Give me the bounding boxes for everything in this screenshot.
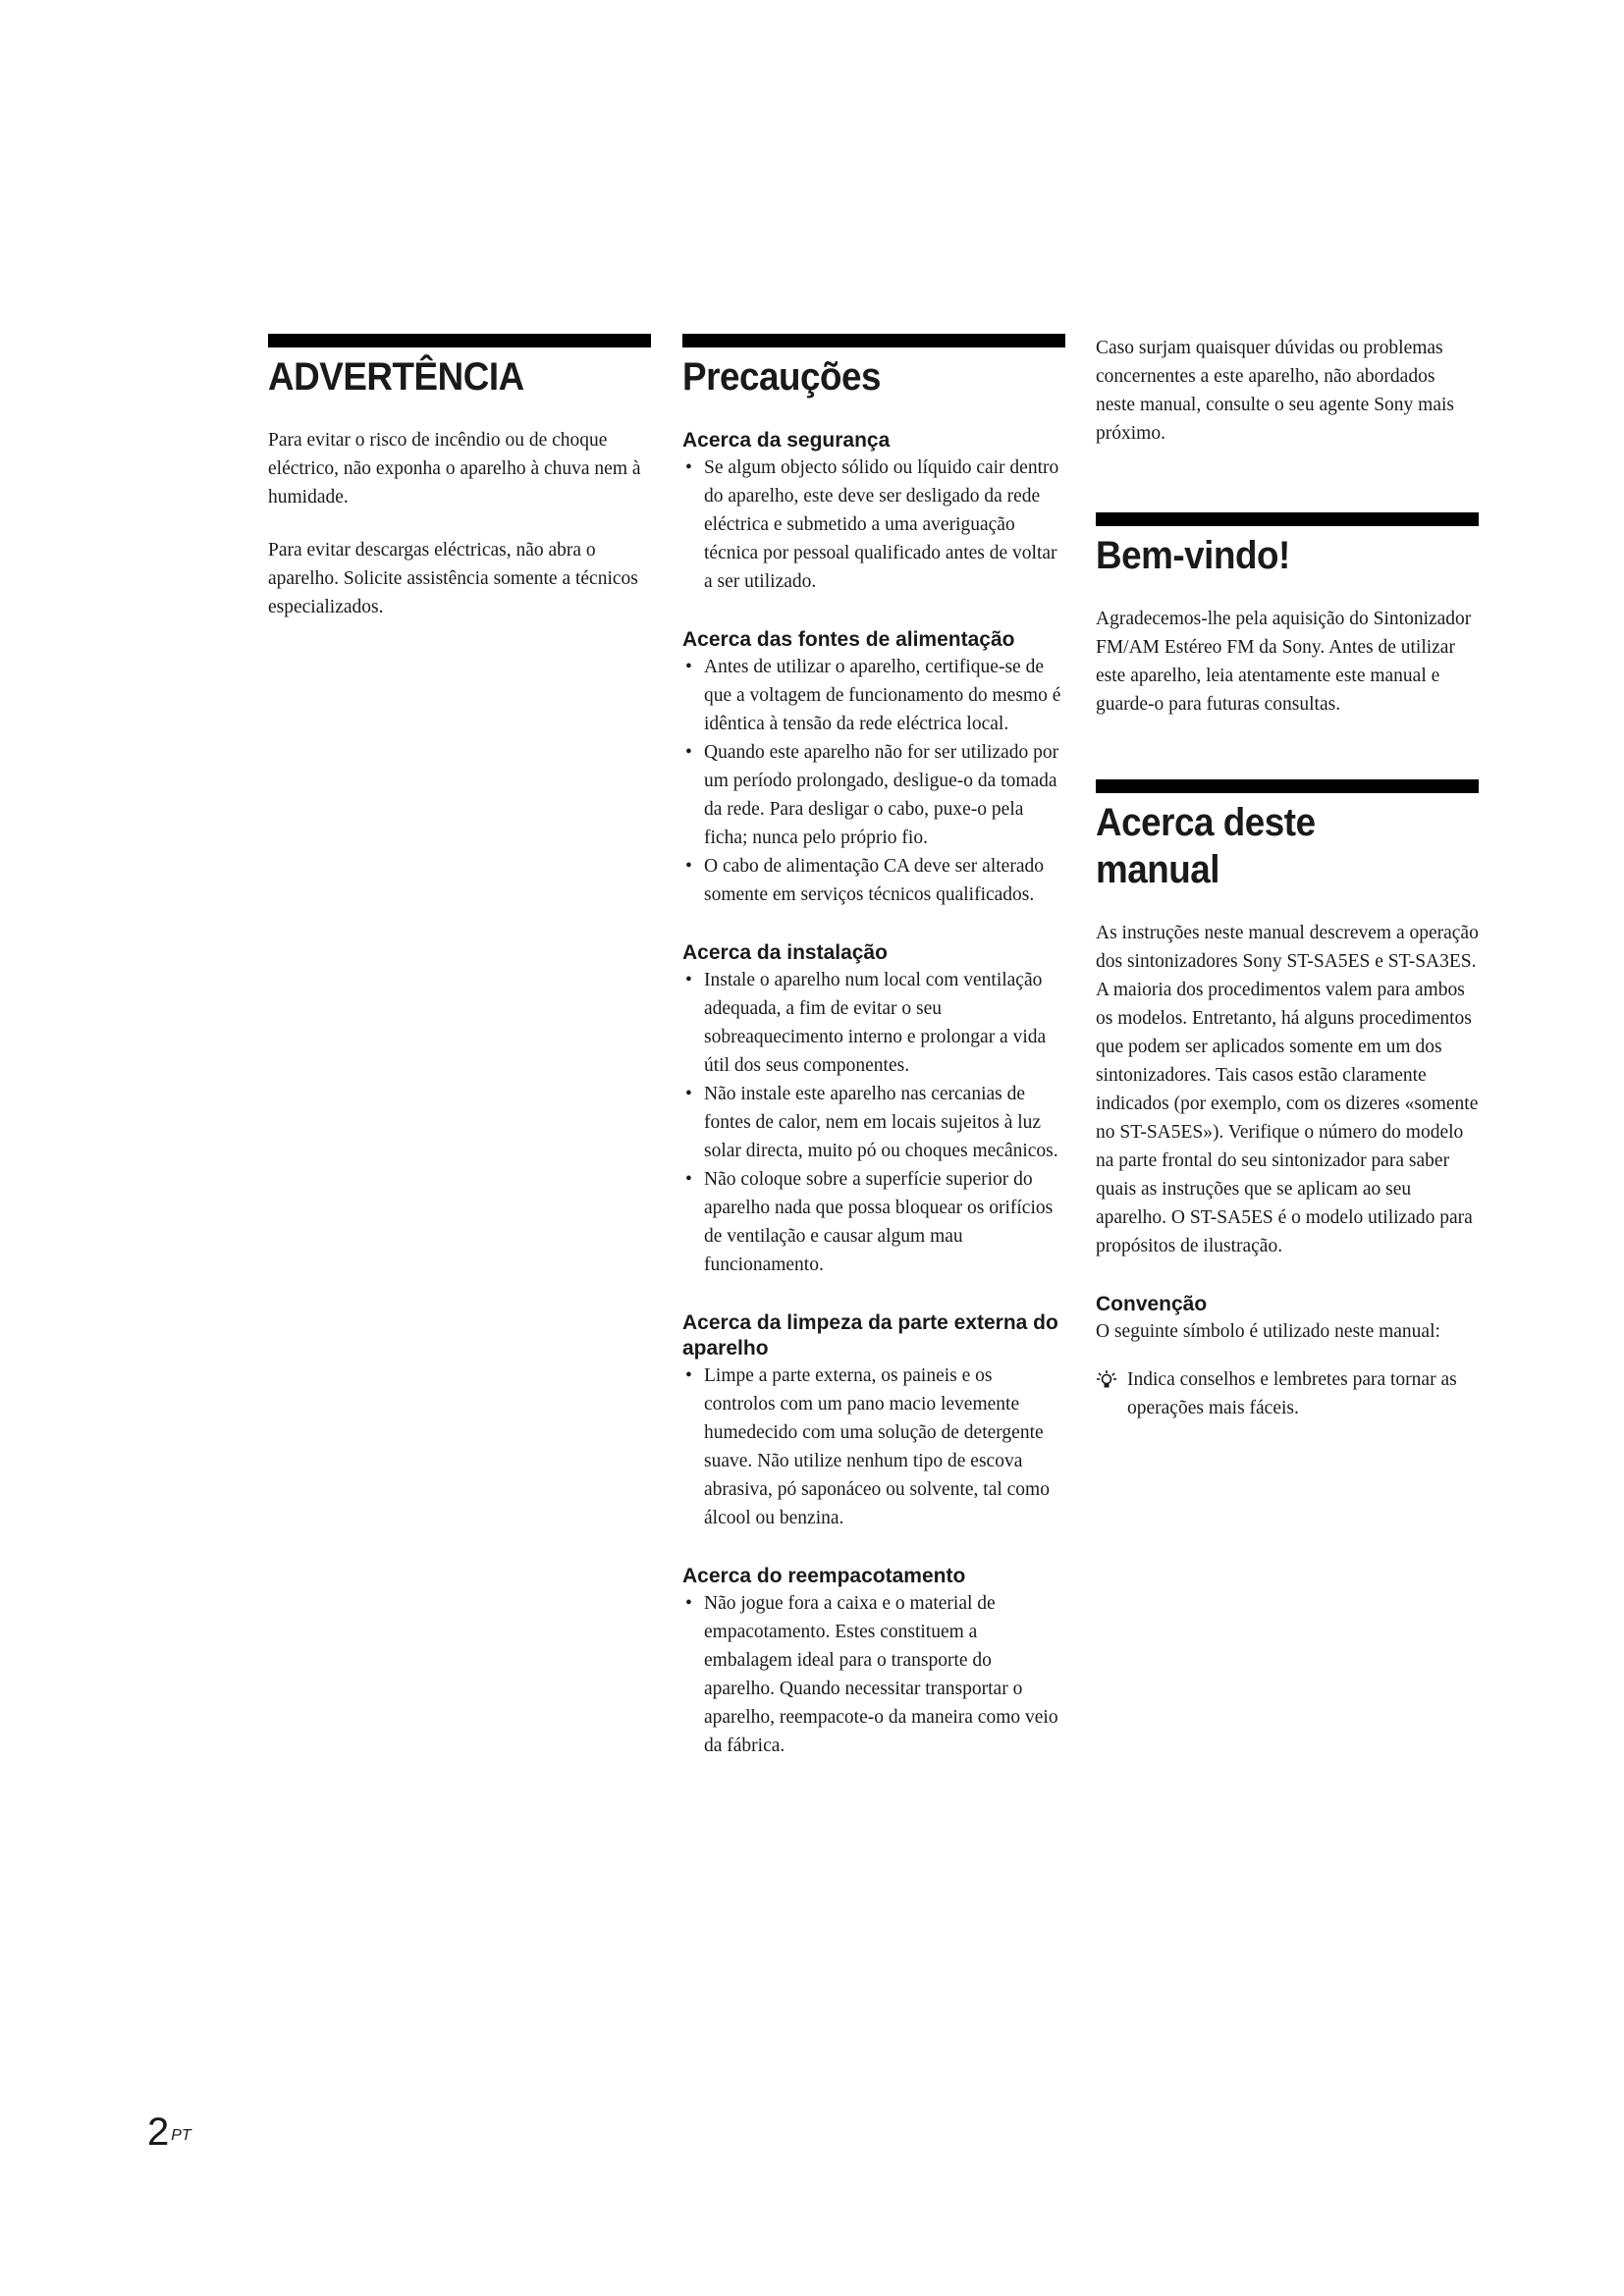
bullet-item: • Se algum objecto sólido ou líquido cair dentro do aparelho, este deve ser desligado da rede eléctrica e submetido a uma averiguação técnica por pessoal qualificado antes de voltar a ser utilizado. (682, 454, 1065, 596)
precaution-section-cleaning (682, 1310, 1065, 1532)
about-title: Acerca deste manual (1096, 801, 1316, 891)
section-heading: Acerca da limpeza da parte externa do aparelho (682, 1311, 1058, 1360)
precautions-column (682, 334, 1065, 1760)
precaution-section-power (682, 627, 1065, 909)
tip-note (1096, 1365, 1479, 1422)
section-rule (268, 334, 651, 347)
section-rule (1096, 779, 1479, 793)
bullet-item: • Antes de utilizar o aparelho, certifique-se de que a voltagem de funcionamento do mesmo é idêntica à tensão da rede eléctrica local. (682, 653, 1065, 738)
questions-paragraph: Caso surjam quaisquer dúvidas ou problemas concernentes a este aparelho, não abordados neste manual, consulte o seu agente Sony mais próximo. (1096, 338, 1454, 444)
section-heading: Acerca do reempacotamento (682, 1565, 966, 1587)
convention-paragraph: O seguinte símbolo é utilizado neste manual: (1096, 1321, 1440, 1342)
tip-text: Indica conselhos e lembretes para tornar as operações mais fáceis. (1127, 1369, 1457, 1418)
about-paragraph: As instruções neste manual descrevem a operação dos sintonizadores Sony ST-SA5ES e ST-SA3ES. A maioria dos procedimentos valem para ambos os modelos. Entretanto, há alguns procedimentos que podem ser aplicados somente em um dos sintonizadores. Tais casos estão claramente indicados (por exemplo, com os dizeres «somente no ST-SA5ES»). Verifique o número do modelo na parte frontal do seu sintonizador para saber quais as instruções que se aplicam ao seu aparelho. O ST-SA5ES é o modelo utilizado para propósitos de ilustração. (1096, 923, 1479, 1256)
section-heading: Acerca das fontes de alimentação (682, 628, 1015, 651)
section-heading: Acerca da segurança (682, 429, 891, 452)
section-rule (1096, 512, 1479, 526)
info-column (1096, 334, 1479, 1422)
page-language-suffix: PT (171, 2127, 191, 2144)
precautions-title: Precauções (682, 355, 882, 399)
bullet-item: • Quando este aparelho não for ser utilizado por um período prolongado, desligue-o da tomada da rede. Para desligar o cabo, puxe-o pela ficha; nunca pelo próprio fio. (682, 738, 1065, 852)
lightbulb-icon (1096, 1369, 1117, 1391)
bullet-item: • Não jogue fora a caixa e o material de empacotamento. Estes constituem a embalagem ideal para o transporte do aparelho. Quando necessitar transportar o aparelho, reempacote-o da maneira como veio da fábrica. (682, 1589, 1065, 1760)
bullet-item: • Limpe a parte externa, os paineis e os controlos com um pano macio levemente humedecido com uma solução de detergente suave. Não utilize nenhum tipo de escova abrasiva, pó saponáceo ou solvente, tal como álcool ou benzina. (682, 1362, 1065, 1532)
warning-paragraph-2: Para evitar descargas eléctricas, não abra o aparelho. Solicite assistência somente a técnicos especializados. (268, 540, 638, 617)
warning-title: ADVERTÊNCIA (268, 355, 524, 399)
bullet-item: • Não instale este aparelho nas cercanias de fontes de calor, nem em locais sujeitos à luz solar directa, muito pó ou choques mecânicos. (682, 1080, 1065, 1165)
bullet-item: • O cabo de alimentação CA deve ser alterado somente em serviços técnicos qualificados. (682, 852, 1065, 909)
precaution-section-safety (682, 428, 1065, 596)
warning-column (268, 334, 651, 621)
bullet-item: • Instale o aparelho num local com ventilação adequada, a fim de evitar o seu sobreaquecimento interno e prolongar a vida útil dos seus componentes. (682, 966, 1065, 1080)
page-number-value: 2 (147, 2110, 170, 2154)
page-number (147, 2109, 191, 2156)
warning-paragraph-1: Para evitar o risco de incêndio ou de choque eléctrico, não exponha o aparelho à chuva nem à humidade. (268, 430, 641, 507)
section-heading: Acerca da instalação (682, 941, 888, 964)
welcome-paragraph: Agradecemos-lhe pela aquisição do Sintonizador FM/AM Estéreo FM da Sony. Antes de utilizar este aparelho, leia atentamente este manual e guarde-o para futuras consultas. (1096, 609, 1472, 715)
precaution-section-installation (682, 940, 1065, 1279)
bullet-item: • Não coloque sobre a superfície superior do aparelho nada que possa bloquear os orifícios de ventilação e causar algum mau funcionamento. (682, 1165, 1065, 1279)
section-rule (682, 334, 1065, 347)
precaution-section-repacking (682, 1564, 1065, 1760)
convention-heading: Convenção (1096, 1293, 1208, 1315)
welcome-title: Bem-vindo! (1096, 534, 1290, 577)
